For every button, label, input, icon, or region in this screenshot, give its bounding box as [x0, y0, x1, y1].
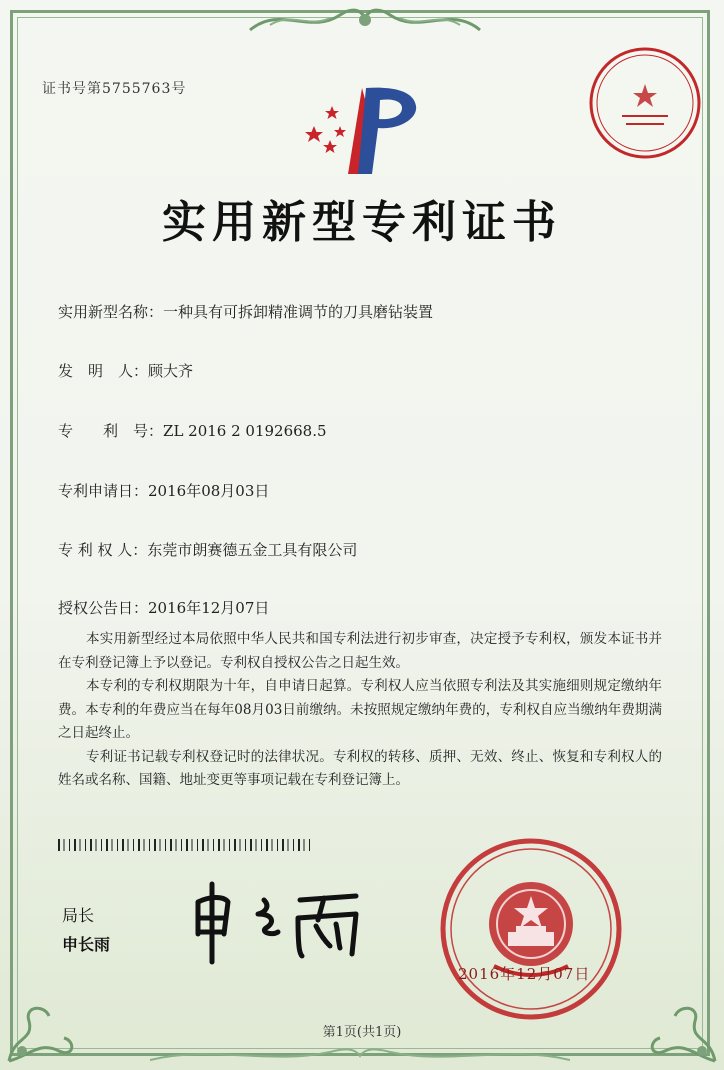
- patentee-row: [58, 539, 357, 560]
- inventor-value: 顾大齐: [148, 362, 194, 380]
- patentee-label: 专 利 权 人：: [58, 541, 148, 559]
- page-number: 第1页(共1页): [322, 1025, 402, 1040]
- certificate-title: 实用新型专利证书: [162, 197, 562, 248]
- agency-seal-stamp: [586, 44, 704, 162]
- body-paragraph-2: 本专利的专利权期限为十年，自申请日起算。专利权人应当依照专利法及其实施细则规定缴纳年费。本专利的年费应当在每年08月03日前缴纳。未按照规定缴纳年费的，专利权自应当缴纳年费期满之日起终止。: [58, 678, 662, 741]
- grant-date-row: [58, 597, 269, 618]
- grant-date-value: 2016年12月07日: [148, 599, 270, 617]
- body-paragraph-3: 专利证书记载专利权登记时的法律状况。专利权的转移、质押、无效、终止、恢复和专利权人的姓名或名称、国籍、地址变更等事项记载在专利登记簿上。: [58, 748, 662, 788]
- patent-number-value: ZL 2016 2 0192668.5: [163, 422, 327, 440]
- certificate-body: [58, 628, 662, 793]
- utility-model-name-value: 一种具有可拆卸精准调节的刀具磨钻装置: [163, 303, 434, 321]
- filing-date-label: 专利申请日：: [58, 482, 149, 500]
- patent-office-emblem-icon: [300, 78, 430, 178]
- director-signature: [180, 870, 380, 970]
- top-ornament: [240, 0, 490, 40]
- filing-date-value: 2016年08月03日: [148, 482, 270, 500]
- utility-model-name-label: 实用新型名称：: [58, 303, 164, 321]
- inventor-label: 发 明 人：: [58, 362, 149, 380]
- patent-number-label: 专 利 号：: [58, 422, 164, 440]
- grant-date-label: 授权公告日：: [58, 599, 149, 617]
- inventor-row: [58, 360, 193, 381]
- utility-model-name-row: [58, 301, 433, 322]
- barcode: [58, 839, 316, 851]
- office-seal-stamp: [438, 836, 624, 1022]
- patent-number-row: [58, 420, 327, 441]
- director-title: 局长: [62, 906, 95, 925]
- seal-date: 2016年12月07日: [458, 965, 591, 983]
- director-name: 申长雨: [62, 935, 111, 954]
- certificate-number: 证书号第5755763号: [42, 81, 187, 97]
- bottom-ornament: [150, 1040, 570, 1070]
- patentee-value: 东莞市朗赛德五金工具有限公司: [147, 541, 358, 559]
- filing-date-row: [58, 480, 269, 501]
- body-paragraph-1: 本实用新型经过本局依照中华人民共和国专利法进行初步审查，决定授予专利权，颁发本证书并在专利登记簿上予以登记。专利权自授权公告之日起生效。: [58, 631, 662, 671]
